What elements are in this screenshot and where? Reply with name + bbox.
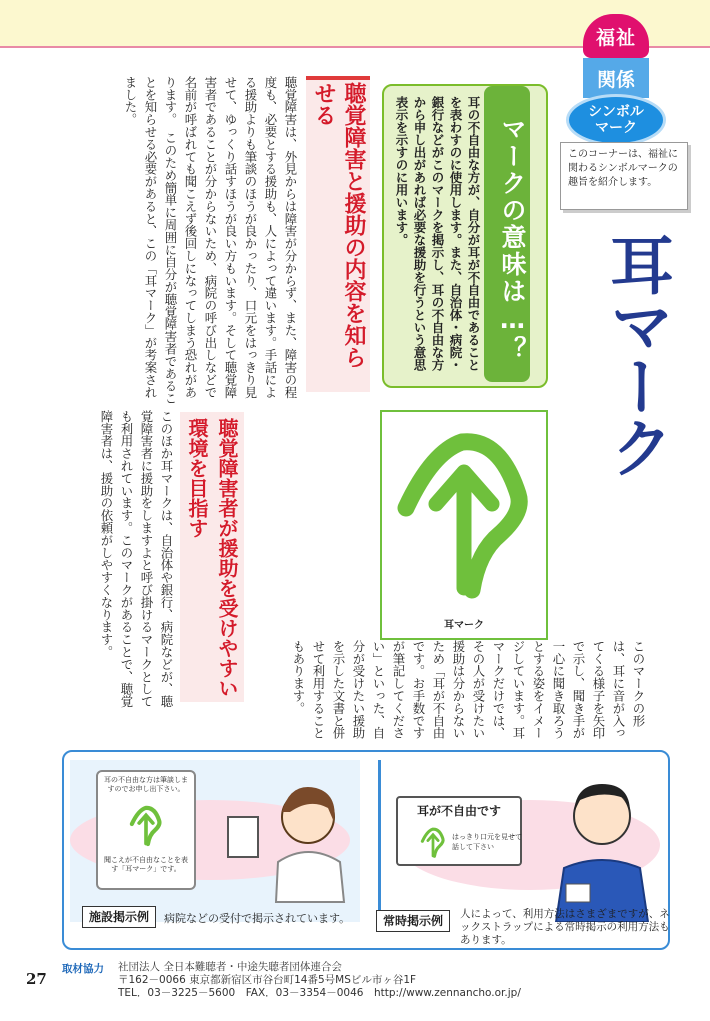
section1-heading: 聴覚障害と援助の内容を知らせる: [311, 82, 366, 368]
page-number: 27: [26, 970, 47, 988]
ear-mark-label: 耳マーク: [444, 620, 484, 631]
desk-card-holder: [228, 817, 258, 857]
credit-contact: TEL．03－3225－5600 FAX．03－3354－0046 http://www.zennancho.or.jp/: [118, 987, 521, 999]
category-badge: [566, 14, 666, 144]
badge-welfare: 福祉: [583, 14, 649, 58]
always-sign-note: はっきり口元を見せて話して下さい: [452, 833, 522, 851]
section2-body: このほか耳マークは、自治体や銀行、病院などが、聴覚障害者に援助をしますよと呼び掛けるマークとしても利用されています。このマークがあることで、聴覚障害者は、援助の依頼がしやすくなります。: [99, 410, 174, 708]
always-sign-title: 耳が不自由です: [416, 804, 501, 818]
facility-sign-bottom: 聞こえが不自由なことを表す「耳マーク」です。: [104, 856, 188, 873]
neck-strap-card: [566, 884, 590, 902]
meaning-heading: マークの意味は…？: [484, 86, 530, 382]
credit-label: 取材協力: [62, 963, 104, 975]
credit-block: [118, 961, 521, 1000]
meaning-text: 耳の不自由な方が、自分が耳が不自由であることを表わすのに使用します。また、自治体・病院・銀行などがこのマークを掲示し、耳の不自由な方から申し出があれば必要な援助を行うという意思表示を示すのに用います。: [394, 96, 481, 371]
credit-org: 社団法人 全日本難聴者・中途失聴者団体連合会: [118, 961, 342, 973]
always-ear-mark-icon: [418, 822, 448, 862]
ear-mark-icon: [382, 412, 546, 612]
credit-address: 〒162－0066 東京都新宿区市谷台町14番5号MSビル市ヶ谷1F: [118, 974, 417, 986]
facility-sign-top: 耳の不自由な方は筆談しますのでお申し出下さい。: [104, 776, 188, 793]
badge-related: 関係: [583, 58, 649, 98]
mark-description-top: このマークの形は、耳に音が入ってくる様子を矢印で示し、聞き手が一心に聞き取ろう: [551, 640, 646, 740]
facility-ear-mark-icon: [126, 800, 166, 850]
facility-example-caption: 病院などの受付で掲示されています。: [164, 912, 351, 925]
ear-mark-panel: [380, 410, 548, 640]
facility-sign: [96, 770, 196, 890]
receptionist-illustration: [220, 772, 360, 922]
always-example-caption: 人によって、利用方法はさまざまですが、ネックストラップによる常時掲示の利用方法もあります。: [460, 908, 670, 946]
badge-symbol-label: シンボル マーク: [588, 104, 644, 136]
always-sign: [396, 796, 522, 866]
mark-description-cont: とする姿をイメージしています。耳マークだけでは、その人が受けたい援助は分からないため「耳が不自由です。お手数ですが筆記してください」といった、自分が受けたい援助を示した文書と併せて利用することもあります。: [291, 640, 546, 740]
section1-body: 聴覚障害は、外見からは障害が分からず、また、障害の程度も、必要とする援助も、人によって違います。手話による援助よりも筆談のほうが良かったり、口元をはっきり見せて、ゆっくり話すほうが良い方もいます。そして聴覚障害者であることが分からないため、病院の呼び出しなどで名前が呼ばれても聞こえず後回しになってしまう恐れがあります。 このため簡単に周囲に自分が聴覚障害者であることを知らせる必要があると、この「耳マーク」が考案されました。: [123, 76, 298, 405]
receptionist-body: [276, 852, 344, 902]
section2-heading: 聴覚障害者が援助を受けやすい環境を目指す: [185, 418, 239, 698]
corner-note: このコーナーは、福祉に関わるシンボルマークの趣旨を紹介します。: [560, 142, 688, 210]
always-example-label: 常時掲示例: [376, 910, 450, 932]
badge-symbol-mark: [566, 94, 666, 146]
page-title: 耳マーク: [599, 232, 673, 476]
man-illustration: [536, 772, 666, 922]
facility-example-label: 施設掲示例: [82, 906, 156, 928]
